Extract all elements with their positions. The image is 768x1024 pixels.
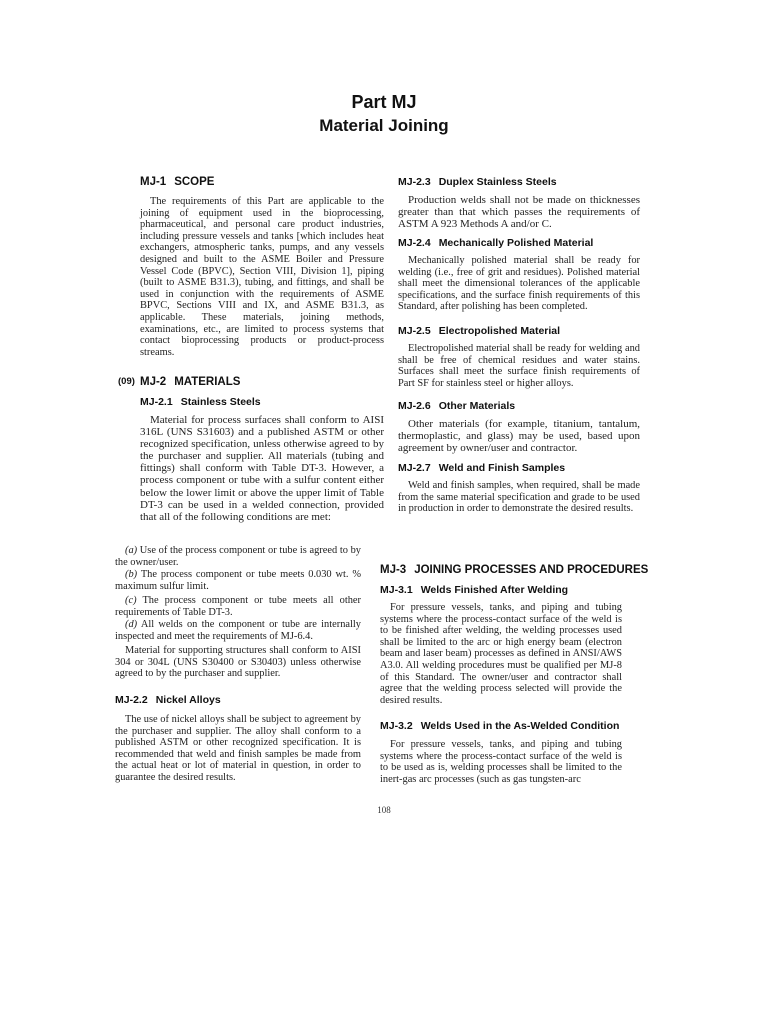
section-heading-mj2: MJ-2 MATERIALS [140, 376, 241, 388]
section-heading-mj3-1: MJ-3.1 Welds Finished After Welding [380, 584, 569, 596]
mj1-scope-text: The requirements of this Part are applicable to the joining of equipment used in the bioprocessing, pharmaceutical, and personal care product industries, including pressure vessels and tanks [which includes heat exchangers, atmospheric tanks, pumps, and any vessels designed and built to the ASME Boiler and Pressure Vessel Code (BPVC), Section VIII, Division 1], piping (built to ASME B31.3), tubing, and fittings, and shall be used in conjunction with the requirements of ASME BPVC, Sections VIII and IX, and ASME B31.3, as applicable. These materials, joining methods, examinations, etc., are limited to process systems that contact bioprocessing products or product-process streams. [140, 196, 384, 358]
mj2-4-polished-text: Mechanically polished material shall be ready for welding (i.e., free of grit and residues). Polished material shall meet the dimensional tolerances of the applicable specifications, and the surface finish requirements of this Standard, after polishing has been completed. [398, 255, 640, 313]
part-title: Part MJ [351, 92, 417, 112]
mj2-3-duplex-text: Production welds shall not be made on thicknesses greater than that which passes the requirements of ASTM A 923 Methods A and/or C. [398, 194, 640, 231]
section-heading-mj1: MJ-1 SCOPE [140, 176, 215, 188]
condition-a: (a) Use of the process component or tube is agreed to by the owner/user. [115, 545, 361, 568]
section-heading-mj3-2: MJ-3.2 Welds Used in the As-Welded Condition [380, 720, 620, 732]
section-heading-mj2-5: MJ-2.5 Electropolished Material [398, 325, 561, 337]
condition-d: (d) All welds on the component or tube are internally inspected and meet the requirements of MJ-6.4. [115, 619, 361, 642]
section-heading-mj2-6: MJ-2.6 Other Materials [398, 400, 516, 412]
mj2-1-stainless-text: Material for process surfaces shall conform to AISI 316L (UNS S31603) and a published ASTM or other recognized specification, unless otherwise agreed to by the purchaser and supplier. All materials (tubing and fittings) shall conform with Table DT-3. However, a process component or tube with a sulfur content either below the lower limit or above the upper limit of Table DT-3 can be used in a welded connection, provided that all of the following conditions are met: [140, 414, 384, 523]
condition-c: (c) The process component or tube meets all other requirements of Table DT-3. [115, 595, 361, 618]
mj2-2-nickel-text: The use of nickel alloys shall be subject to agreement by the purchaser and supplier. The alloy shall conform to a published ASTM or other recognized specification. It is recommended that weld and finish samples be made from the actual heat or lot of material in question, in order to guarantee the desired results. [115, 714, 361, 783]
mj2-7-samples-text: Weld and finish samples, when required, shall be made from the same material specification and grade to be used in production in order to demonstrate the desired results. [398, 480, 640, 515]
part-subtitle: Material Joining [319, 116, 449, 135]
mj2-5-electropolished-text: Electropolished material shall be ready for welding and shall be free of chemical residues and water stains. Surfaces shall meet the surface finish requirements of Part SF for stainless steel or higher alloys. [398, 343, 640, 389]
condition-b: (b) The process component or tube meets 0.030 wt. % maximum sulfur limit. [115, 569, 361, 592]
revision-marker: (09) [118, 376, 135, 387]
section-heading-mj2-3: MJ-2.3 Duplex Stainless Steels [398, 176, 557, 188]
section-heading-mj2-2: MJ-2.2 Nickel Alloys [115, 694, 221, 706]
section-heading-mj3: MJ-3 JOINING PROCESSES AND PROCEDURES [380, 564, 649, 576]
section-heading-mj2-7: MJ-2.7 Weld and Finish Samples [398, 462, 566, 474]
section-heading-mj2-4: MJ-2.4 Mechanically Polished Material [398, 237, 594, 249]
mj2-6-other-text: Other materials (for example, titanium, tantalum, thermoplastic, and glass) may be used, based upon agreement by owner/user and contractor. [398, 418, 640, 455]
mj3-1-finished-text: For pressure vessels, tanks, and piping and tubing systems where the process-contact surface of the weld is to be finished after welding, the welding processes used shall be limited to the arc or high energy beam (electron beam and laser beam) processes as defined in ANSI/AWS A3.0. All welding procedures must be qualified per MJ-8 of this Standard. The owner/user and contractor shall agree that the welding process selected will provide the desired results. [380, 602, 622, 706]
section-heading-mj2-1: MJ-2.1 Stainless Steels [140, 396, 261, 408]
supporting-structures-text: Material for supporting structures shall conform to AISI 304 or 304L (UNS S30400 or S30403) unless otherwise agreed to by the purchaser and supplier. [115, 645, 361, 680]
page-number: 108 [377, 805, 391, 815]
mj3-2-as-welded-text: For pressure vessels, tanks, and piping and tubing systems where the process-contact surface of the weld is to be used as is, welding processes shall be limited to the inert-gas arc processes (such as gas tungsten-arc [380, 739, 622, 785]
